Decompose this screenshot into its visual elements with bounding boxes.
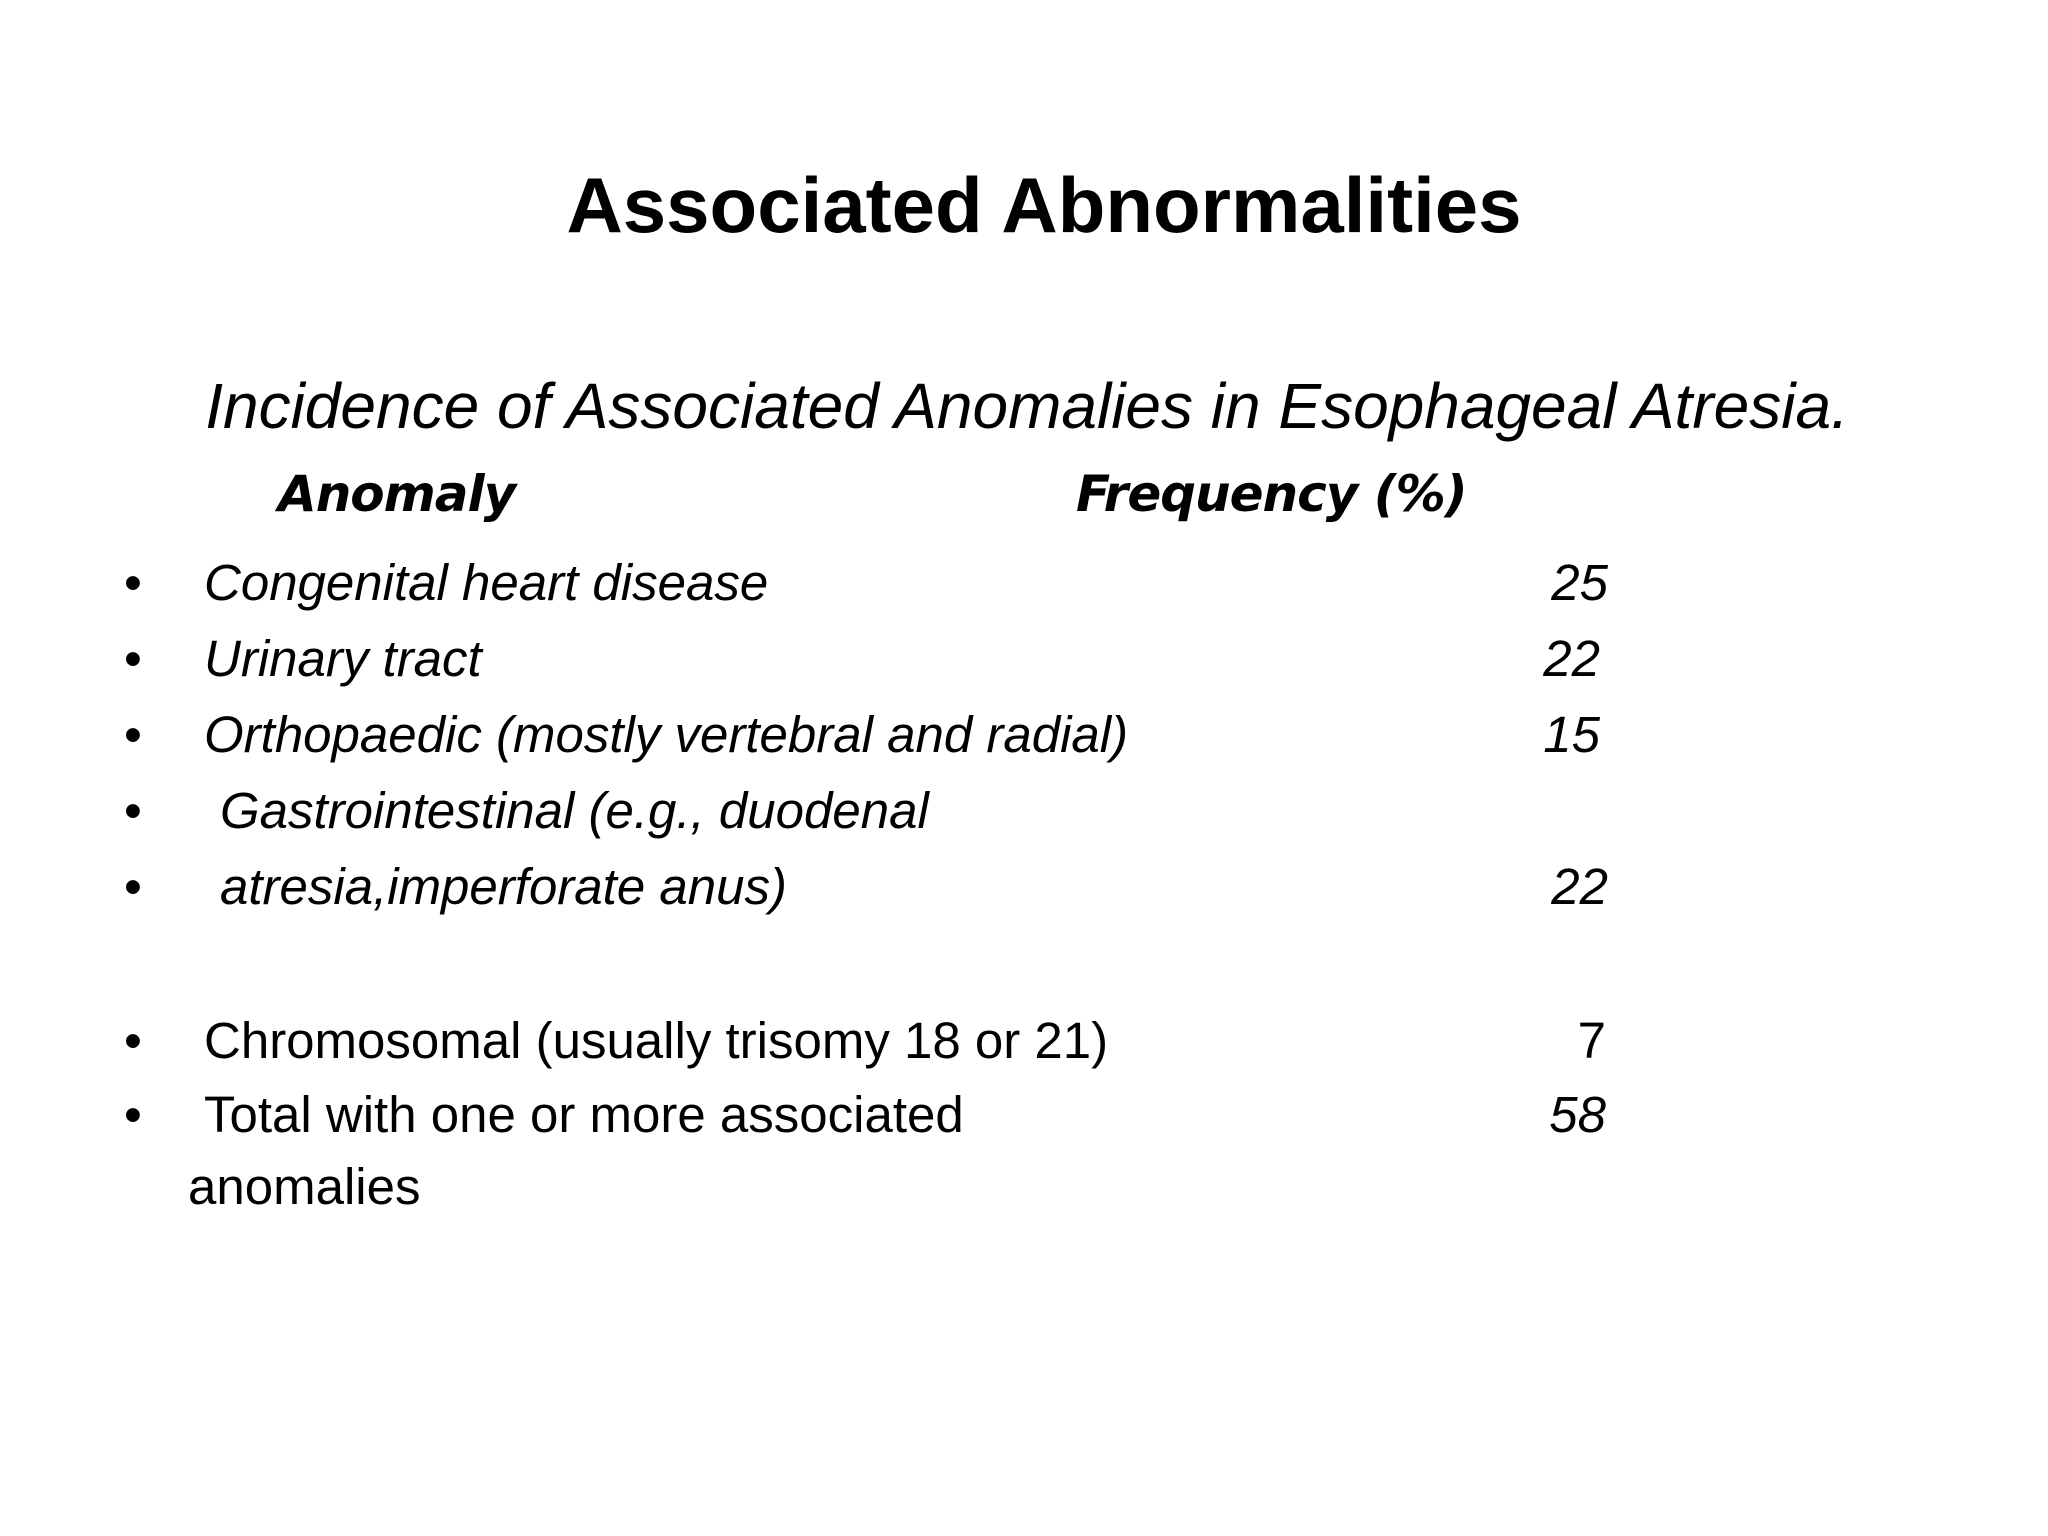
row-label: Urinary tract bbox=[204, 630, 482, 687]
row-value: 25 bbox=[1551, 554, 1608, 611]
bullet-icon: • bbox=[124, 1086, 142, 1143]
row-value: 22 bbox=[1543, 630, 1600, 687]
row-value: 58 bbox=[1549, 1086, 1606, 1143]
column-header-frequency: Frequency (%) bbox=[1076, 465, 1467, 523]
table-row bbox=[0, 548, 2048, 618]
bullet-icon: • bbox=[124, 630, 142, 687]
table-row bbox=[0, 1006, 2048, 1076]
column-header-anomaly: Anomaly bbox=[278, 465, 516, 523]
bullet-icon: • bbox=[124, 1012, 142, 1069]
row-value: 15 bbox=[1543, 706, 1600, 763]
row-value: 22 bbox=[1551, 858, 1608, 915]
row-value: 7 bbox=[1577, 1012, 1606, 1069]
table-row bbox=[0, 700, 2048, 770]
row-label: Gastrointestinal (e.g., duodenal bbox=[220, 782, 929, 839]
slide-title: Associated Abnormalities bbox=[566, 161, 1522, 249]
row-label: atresia,imperforate anus) bbox=[220, 858, 787, 915]
bullet-icon: • bbox=[124, 706, 142, 763]
bullet-icon: • bbox=[124, 554, 142, 611]
table-caption: Incidence of Associated Anomalies in Esophageal Atresia. bbox=[205, 370, 1849, 442]
table-row bbox=[0, 624, 2048, 694]
bullet-icon: • bbox=[124, 782, 142, 839]
row-label: Total with one or more associated bbox=[204, 1086, 964, 1143]
row-label-continuation: anomalies bbox=[188, 1158, 421, 1215]
bullet-icon: • bbox=[124, 858, 142, 915]
table-row bbox=[0, 852, 2048, 922]
row-label: Chromosomal (usually trisomy 18 or 21) bbox=[204, 1012, 1109, 1069]
table-row bbox=[0, 776, 2048, 846]
row-label: Congenital heart disease bbox=[204, 554, 769, 611]
row-label: Orthopaedic (mostly vertebral and radial) bbox=[204, 706, 1129, 763]
table-row bbox=[0, 1080, 2048, 1150]
